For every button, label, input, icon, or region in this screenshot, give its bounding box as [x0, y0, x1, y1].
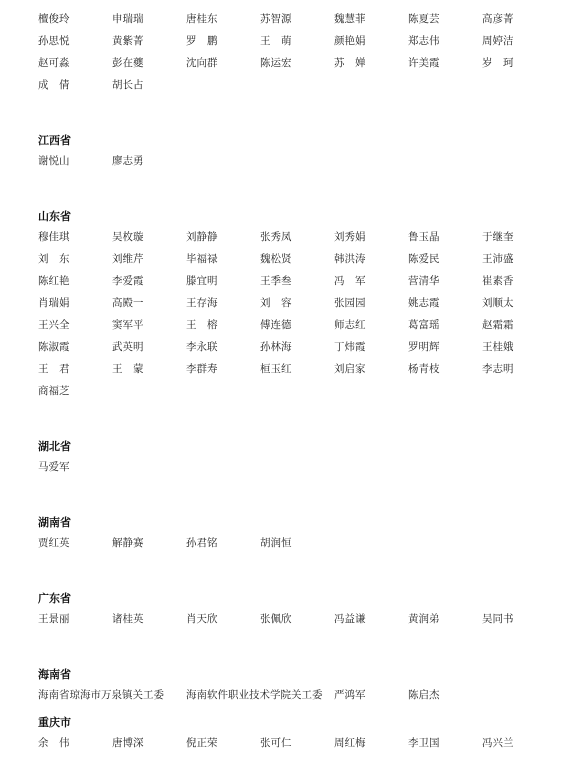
- name-grid: [38, 230, 558, 406]
- province-section: [38, 716, 558, 758]
- person-name: 孙思悦: [38, 35, 70, 47]
- person-name: 沈向群: [186, 57, 218, 69]
- person-name: 吴枚璇: [112, 231, 144, 243]
- province-heading: 重庆市: [38, 716, 71, 729]
- person-name: 贾红英: [38, 537, 70, 549]
- section-spacer: [38, 558, 558, 592]
- person-name: 韩洪涛: [334, 253, 366, 265]
- person-name: 陈夏芸: [408, 13, 440, 25]
- name-row: [38, 688, 558, 710]
- province-section: [38, 516, 558, 558]
- person-name: 许美霞: [408, 57, 440, 69]
- name-row: [38, 12, 558, 34]
- person-name: 窦军平: [112, 319, 144, 331]
- person-name: 张秀凤: [260, 231, 292, 243]
- person-name: 余 伟: [38, 737, 70, 749]
- person-name: 杨青枝: [408, 363, 440, 375]
- name-row: [38, 154, 558, 176]
- person-name: 周红梅: [334, 737, 366, 749]
- province-section: [38, 592, 558, 634]
- name-row: [38, 56, 558, 78]
- person-name: 谢悦山: [38, 155, 70, 167]
- person-name: 海南软件职业技术学院关工委: [186, 689, 323, 701]
- name-row: [38, 78, 558, 100]
- province-heading: 山东省: [38, 210, 71, 223]
- person-name: 李永联: [186, 341, 218, 353]
- person-name: 李群寿: [186, 363, 218, 375]
- name-grid: [38, 460, 558, 482]
- person-name: 师志红: [334, 319, 366, 331]
- person-name: 王沛盛: [482, 253, 514, 265]
- person-name: 魏慧菲: [334, 13, 366, 25]
- person-name: 商福芝: [38, 385, 70, 397]
- person-name: 廖志勇: [112, 155, 144, 167]
- person-name: 姚志霞: [408, 297, 440, 309]
- section-spacer: [38, 634, 558, 668]
- name-row: [38, 252, 558, 274]
- section-spacer: [38, 406, 558, 440]
- person-name: 于继奎: [482, 231, 514, 243]
- person-name: 岁 珂: [482, 57, 514, 69]
- name-row: [38, 384, 558, 406]
- name-grid: [38, 736, 558, 758]
- province-section: [38, 210, 558, 406]
- name-row: [38, 274, 558, 296]
- person-name: 王存海: [186, 297, 218, 309]
- person-name: 胡润恒: [260, 537, 292, 549]
- person-name: 陈启杰: [408, 689, 440, 701]
- person-name: 严鸿军: [334, 689, 366, 701]
- name-row: [38, 34, 558, 56]
- name-list-document: [38, 12, 558, 758]
- person-name: 李爱霞: [112, 275, 144, 287]
- person-name: 刘秀娟: [334, 231, 366, 243]
- person-name: 魏松贤: [260, 253, 292, 265]
- person-name: 黄紫菁: [112, 35, 144, 47]
- person-name: 陈运宏: [260, 57, 292, 69]
- person-name: 陈红艳: [38, 275, 70, 287]
- name-row: [38, 318, 558, 340]
- province-section: [38, 12, 558, 100]
- province-heading: 海南省: [38, 668, 71, 681]
- person-name: 苏智源: [260, 13, 292, 25]
- person-name: 李志明: [482, 363, 514, 375]
- person-name: 张佩欣: [260, 613, 292, 625]
- name-row: [38, 536, 558, 558]
- province-section: [38, 668, 558, 710]
- person-name: 吴同书: [482, 613, 514, 625]
- person-name: 申瑞瑞: [112, 13, 144, 25]
- person-name: 孙君铭: [186, 537, 218, 549]
- person-name: 海南省琼海市万泉镇关工委: [38, 689, 164, 701]
- person-name: 成 倩: [38, 79, 70, 91]
- person-name: 倪正荣: [186, 737, 218, 749]
- person-name: 刘 容: [260, 297, 292, 309]
- name-row: [38, 736, 558, 758]
- name-row: [38, 362, 558, 384]
- person-name: 王季叁: [260, 275, 292, 287]
- person-name: 檀俊玲: [38, 13, 70, 25]
- person-name: 傅连德: [260, 319, 292, 331]
- person-name: 罗明辉: [408, 341, 440, 353]
- person-name: 刘 东: [38, 253, 70, 265]
- person-name: 高殿一: [112, 297, 144, 309]
- person-name: 滕宜明: [186, 275, 218, 287]
- name-row: [38, 230, 558, 252]
- person-name: 罗 鹏: [186, 35, 218, 47]
- person-name: 刘维芹: [112, 253, 144, 265]
- person-name: 彭在夔: [112, 57, 144, 69]
- section-spacer: [38, 176, 558, 210]
- person-name: 刘顺太: [482, 297, 514, 309]
- person-name: 高彦菁: [482, 13, 514, 25]
- person-name: 刘启家: [334, 363, 366, 375]
- person-name: 赵霜霜: [482, 319, 514, 331]
- person-name: 周婷洁: [482, 35, 514, 47]
- person-name: 胡长占: [112, 79, 144, 91]
- person-name: 马爱军: [38, 461, 70, 473]
- person-name: 张可仁: [260, 737, 292, 749]
- province-section: [38, 440, 558, 482]
- person-name: 王 萌: [260, 35, 292, 47]
- person-name: 唐桂东: [186, 13, 218, 25]
- name-grid: [38, 612, 558, 634]
- name-grid: [38, 12, 558, 100]
- person-name: 陈爱民: [408, 253, 440, 265]
- person-name: 穆佳琪: [38, 231, 70, 243]
- person-name: 王桂娥: [482, 341, 514, 353]
- province-section: [38, 134, 558, 176]
- name-grid: [38, 154, 558, 176]
- person-name: 王 君: [38, 363, 70, 375]
- person-name: 毕福禄: [186, 253, 218, 265]
- person-name: 黄润弟: [408, 613, 440, 625]
- person-name: 营清华: [408, 275, 440, 287]
- person-name: 颜艳娟: [334, 35, 366, 47]
- province-heading: 湖南省: [38, 516, 71, 529]
- province-heading: 广东省: [38, 592, 71, 605]
- person-name: 郑志伟: [408, 35, 440, 47]
- section-spacer: [38, 482, 558, 516]
- person-name: 唐博深: [112, 737, 144, 749]
- person-name: 孙林海: [260, 341, 292, 353]
- name-grid: [38, 536, 558, 558]
- person-name: 苏 婵: [334, 57, 366, 69]
- person-name: 陈淑霞: [38, 341, 70, 353]
- person-name: 肖瑞娟: [38, 297, 70, 309]
- person-name: 解静赛: [112, 537, 144, 549]
- person-name: 张园园: [334, 297, 366, 309]
- person-name: 王景丽: [38, 613, 70, 625]
- name-grid: [38, 688, 558, 710]
- person-name: 诸桂英: [112, 613, 144, 625]
- person-name: 冯 军: [334, 275, 366, 287]
- person-name: 刘静静: [186, 231, 218, 243]
- province-heading: 江西省: [38, 134, 71, 147]
- name-row: [38, 460, 558, 482]
- person-name: 冯兴兰: [482, 737, 514, 749]
- section-spacer: [38, 100, 558, 134]
- person-name: 桓玉红: [260, 363, 292, 375]
- person-name: 王兴全: [38, 319, 70, 331]
- name-row: [38, 340, 558, 362]
- province-heading: 湖北省: [38, 440, 71, 453]
- person-name: 王 榕: [186, 319, 218, 331]
- person-name: 王 蒙: [112, 363, 144, 375]
- person-name: 冯益谦: [334, 613, 366, 625]
- name-row: [38, 612, 558, 634]
- person-name: 丁炜霞: [334, 341, 366, 353]
- person-name: 崔素香: [482, 275, 514, 287]
- person-name: 鲁玉晶: [408, 231, 440, 243]
- person-name: 葛富瑶: [408, 319, 440, 331]
- person-name: 李卫国: [408, 737, 440, 749]
- person-name: 肖天欣: [186, 613, 218, 625]
- person-name: 赵可淼: [38, 57, 70, 69]
- person-name: 武英明: [112, 341, 144, 353]
- name-row: [38, 296, 558, 318]
